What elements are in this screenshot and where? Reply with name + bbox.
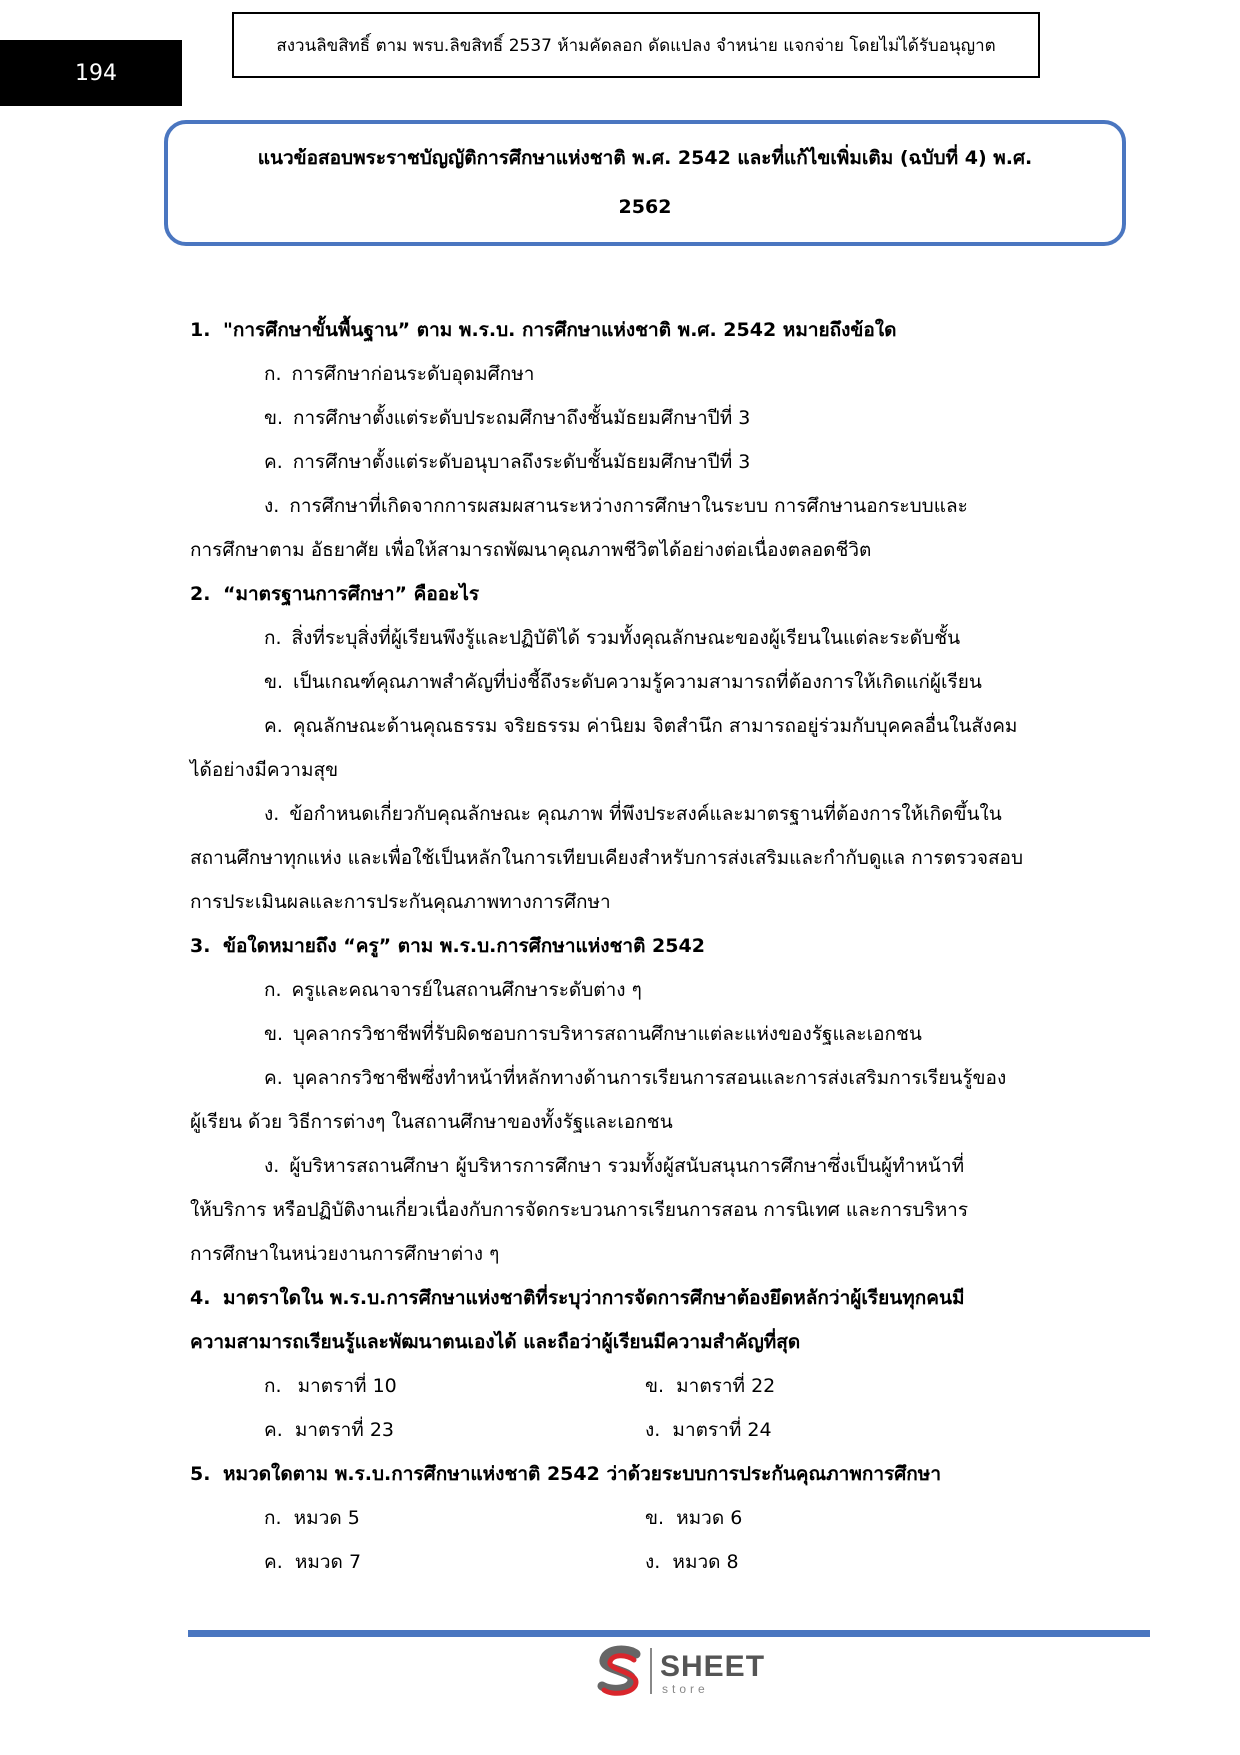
option-continuation: ให้บริการ หรือปฏิบัติงานเกี่ยวเนื่องกับการจัดกระบวนการเรียนการสอน การนิเทศ และการบริหาร	[190, 1199, 969, 1221]
question-list	[190, 308, 1100, 1584]
option-row	[190, 616, 1100, 660]
option-letter: ก.	[264, 1375, 282, 1397]
option-letter: ค.	[264, 1551, 283, 1573]
option-text: เป็นเกณฑ์คุณภาพสำคัญที่บ่งชี้ถึงระดับความรู้ความสามารถที่ต้องการให้เกิดแก่ผู้เรียน	[293, 671, 982, 693]
option-letter: ค.	[264, 1067, 283, 1089]
option-row	[190, 968, 1100, 1012]
option-row	[645, 1496, 742, 1540]
option-letter: ง.	[645, 1551, 661, 1573]
option-text: หมวด 8	[672, 1551, 739, 1573]
option-letter: ก.	[264, 1507, 282, 1529]
option-row	[190, 660, 1100, 704]
question-1	[190, 308, 1100, 352]
footer-divider	[188, 1630, 1150, 1637]
option-text: มาตราที่ 23	[294, 1419, 394, 1441]
option-letter: ก.	[264, 979, 282, 1001]
option-letter: ก.	[264, 363, 282, 385]
option-letter: ง.	[645, 1419, 661, 1441]
logo-wordmark: SHEET	[660, 1650, 766, 1683]
option-text: ครูและคณาจารย์ในสถานศึกษาระดับต่าง ๆ	[291, 979, 642, 1001]
option-continuation: การศึกษาตาม อัธยาศัย เพื่อให้สามารถพัฒนาคุณภาพชีวิตได้อย่างต่อเนื่องตลอดชีวิต	[190, 539, 872, 561]
option-text: คุณลักษณะด้านคุณธรรม จริยธรรม ค่านิยม จิตสำนึก สามารถอยู่ร่วมกับบุคคลอื่นในสังคม	[292, 715, 1018, 737]
option-text: การศึกษาก่อนระดับอุดมศึกษา	[291, 363, 535, 385]
question-number: 4.	[190, 1287, 211, 1309]
sheet-store-s-icon	[592, 1644, 648, 1700]
option-text: มาตราที่ 24	[672, 1419, 772, 1441]
option-row	[190, 396, 1100, 440]
copyright-notice	[232, 12, 1040, 78]
question-text: หมวดใดตาม พ.ร.บ.การศึกษาแห่งชาติ 2542 ว่าด้วยระบบการประกันคุณภาพการศึกษา	[223, 1463, 942, 1485]
option-text: ข้อกำหนดเกี่ยวกับคุณลักษณะ คุณภาพ ที่พึงประสงค์และมาตรฐานที่ต้องการให้เกิดขึ้นใน	[289, 803, 1002, 825]
option-text: สิ่งที่ระบุสิ่งที่ผู้เรียนพึงรู้และปฏิบัติได้ รวมทั้งคุณลักษณะของผู้เรียนในแต่ละระดับชั้น	[291, 627, 961, 649]
question-4	[190, 1276, 1100, 1320]
option-continuation: การประเมินผลและการประกันคุณภาพทางการศึกษา	[190, 891, 611, 913]
option-row	[190, 792, 1100, 836]
option-letter: ค.	[264, 715, 283, 737]
option-row	[190, 1144, 1100, 1188]
option-continuation: สถานศึกษาทุกแห่ง และเพื่อใช้เป็นหลักในการเทียบเคียงสำหรับการส่งเสริมและกำกับดูแล การตรวจสอบ	[190, 847, 1024, 869]
option-row	[190, 352, 1100, 396]
option-letter: ง.	[264, 1155, 280, 1177]
option-text: การศึกษาที่เกิดจากการผสมผสานระหว่างการศึกษาในระบบ การศึกษานอกระบบและ	[289, 495, 968, 517]
option-letter: ข.	[645, 1507, 665, 1529]
option-text: การศึกษาตั้งแต่ระดับอนุบาลถึงระดับชั้นมัธยมศึกษาปีที่ 3	[292, 451, 751, 473]
question-text: ข้อใดหมายถึง “ครู” ตาม พ.ร.บ.การศึกษาแห่งชาติ 2542	[223, 935, 705, 957]
option-pair	[190, 1540, 1100, 1584]
option-row	[190, 484, 1100, 528]
option-continuation: ได้อย่างมีความสุข	[190, 759, 339, 781]
option-row	[190, 1408, 645, 1452]
option-letter: ง.	[264, 495, 280, 517]
option-row	[645, 1540, 739, 1584]
option-pair	[190, 1496, 1100, 1540]
question-number: 1.	[190, 319, 211, 341]
option-pair	[190, 1364, 1100, 1408]
question-number: 2.	[190, 583, 211, 605]
option-letter: ข.	[645, 1375, 665, 1397]
option-row	[190, 1496, 645, 1540]
option-letter: ง.	[264, 803, 280, 825]
option-row	[645, 1364, 775, 1408]
question-2	[190, 572, 1100, 616]
question-text: มาตราใดใน พ.ร.บ.การศึกษาแห่งชาติที่ระบุว่าการจัดการศึกษาต้องยึดหลักว่าผู้เรียนทุกคนมี	[223, 1287, 965, 1309]
option-continuation: ผู้เรียน ด้วย วิธีการต่างๆ ในสถานศึกษาของทั้งรัฐและเอกชน	[190, 1111, 673, 1133]
option-text: ผู้บริหารสถานศึกษา ผู้บริหารการศึกษา รวมทั้งผู้สนับสนุนการศึกษาซึ่งเป็นผู้ทำหน้าที่	[289, 1155, 965, 1177]
page-title-line-2: 2562	[618, 196, 672, 218]
question-text: “มาตรฐานการศึกษา” คืออะไร	[223, 583, 480, 605]
option-row	[190, 704, 1100, 748]
option-text: การศึกษาตั้งแต่ระดับประถมศึกษาถึงชั้นมัธยมศึกษาปีที่ 3	[293, 407, 751, 429]
question-number: 5.	[190, 1463, 211, 1485]
page-title-box	[164, 120, 1126, 246]
option-letter: ค.	[264, 451, 283, 473]
option-text: มาตราที่ 10	[297, 1375, 397, 1397]
option-continuation: การศึกษาในหน่วยงานการศึกษาต่าง ๆ	[190, 1243, 500, 1265]
sheet-store-logo	[592, 1644, 772, 1700]
option-text: หมวด 5	[293, 1507, 360, 1529]
option-row	[190, 1012, 1100, 1056]
option-letter: ข.	[264, 671, 284, 693]
option-row	[190, 440, 1100, 484]
page-title-line-1: แนวข้อสอบพระราชบัญญัติการศึกษาแห่งชาติ พ.ศ. 2542 และที่แก้ไขเพิ่มเติม (ฉบับที่ 4) พ.ศ.	[257, 147, 1033, 169]
page-number-badge	[0, 40, 182, 106]
question-3	[190, 924, 1100, 968]
option-row	[190, 1540, 645, 1584]
option-text: มาตราที่ 22	[676, 1375, 776, 1397]
option-text: หมวด 7	[294, 1551, 362, 1573]
question-5	[190, 1452, 1100, 1496]
logo-separator	[650, 1648, 652, 1694]
option-row	[190, 1056, 1100, 1100]
option-text: บุคลากรวิชาชีพที่รับผิดชอบการบริหารสถานศึกษาแต่ละแห่งของรัฐและเอกชน	[293, 1023, 922, 1045]
question-text-continuation: ความสามารถเรียนรู้และพัฒนาตนเองได้ และถือว่าผู้เรียนมีความสำคัญที่สุด	[190, 1331, 801, 1353]
question-text: "การศึกษาขั้นพื้นฐาน” ตาม พ.ร.บ. การศึกษาแห่งชาติ พ.ศ. 2542 หมายถึงข้อใด	[223, 319, 897, 341]
option-pair	[190, 1408, 1100, 1452]
option-row	[190, 1364, 645, 1408]
page-number: 194	[75, 60, 117, 86]
option-letter: ก.	[264, 627, 282, 649]
option-letter: ข.	[264, 1023, 284, 1045]
option-text: หมวด 6	[676, 1507, 743, 1529]
copyright-text: สงวนลิขสิทธิ์ ตาม พรบ.ลิขสิทธิ์ 2537 ห้ามคัดลอก ดัดแปลง จำหน่าย แจกจ่าย โดยไม่ได้รับอนุญาต	[276, 35, 996, 56]
option-text: บุคลากรวิชาชีพซึ่งทำหน้าที่หลักทางด้านการเรียนการสอนและการส่งเสริมการเรียนรู้ของ	[292, 1067, 1007, 1089]
option-letter: ข.	[264, 407, 284, 429]
question-number: 3.	[190, 935, 211, 957]
option-letter: ค.	[264, 1419, 283, 1441]
option-row	[645, 1408, 772, 1452]
logo-subtitle: store	[662, 1682, 709, 1696]
